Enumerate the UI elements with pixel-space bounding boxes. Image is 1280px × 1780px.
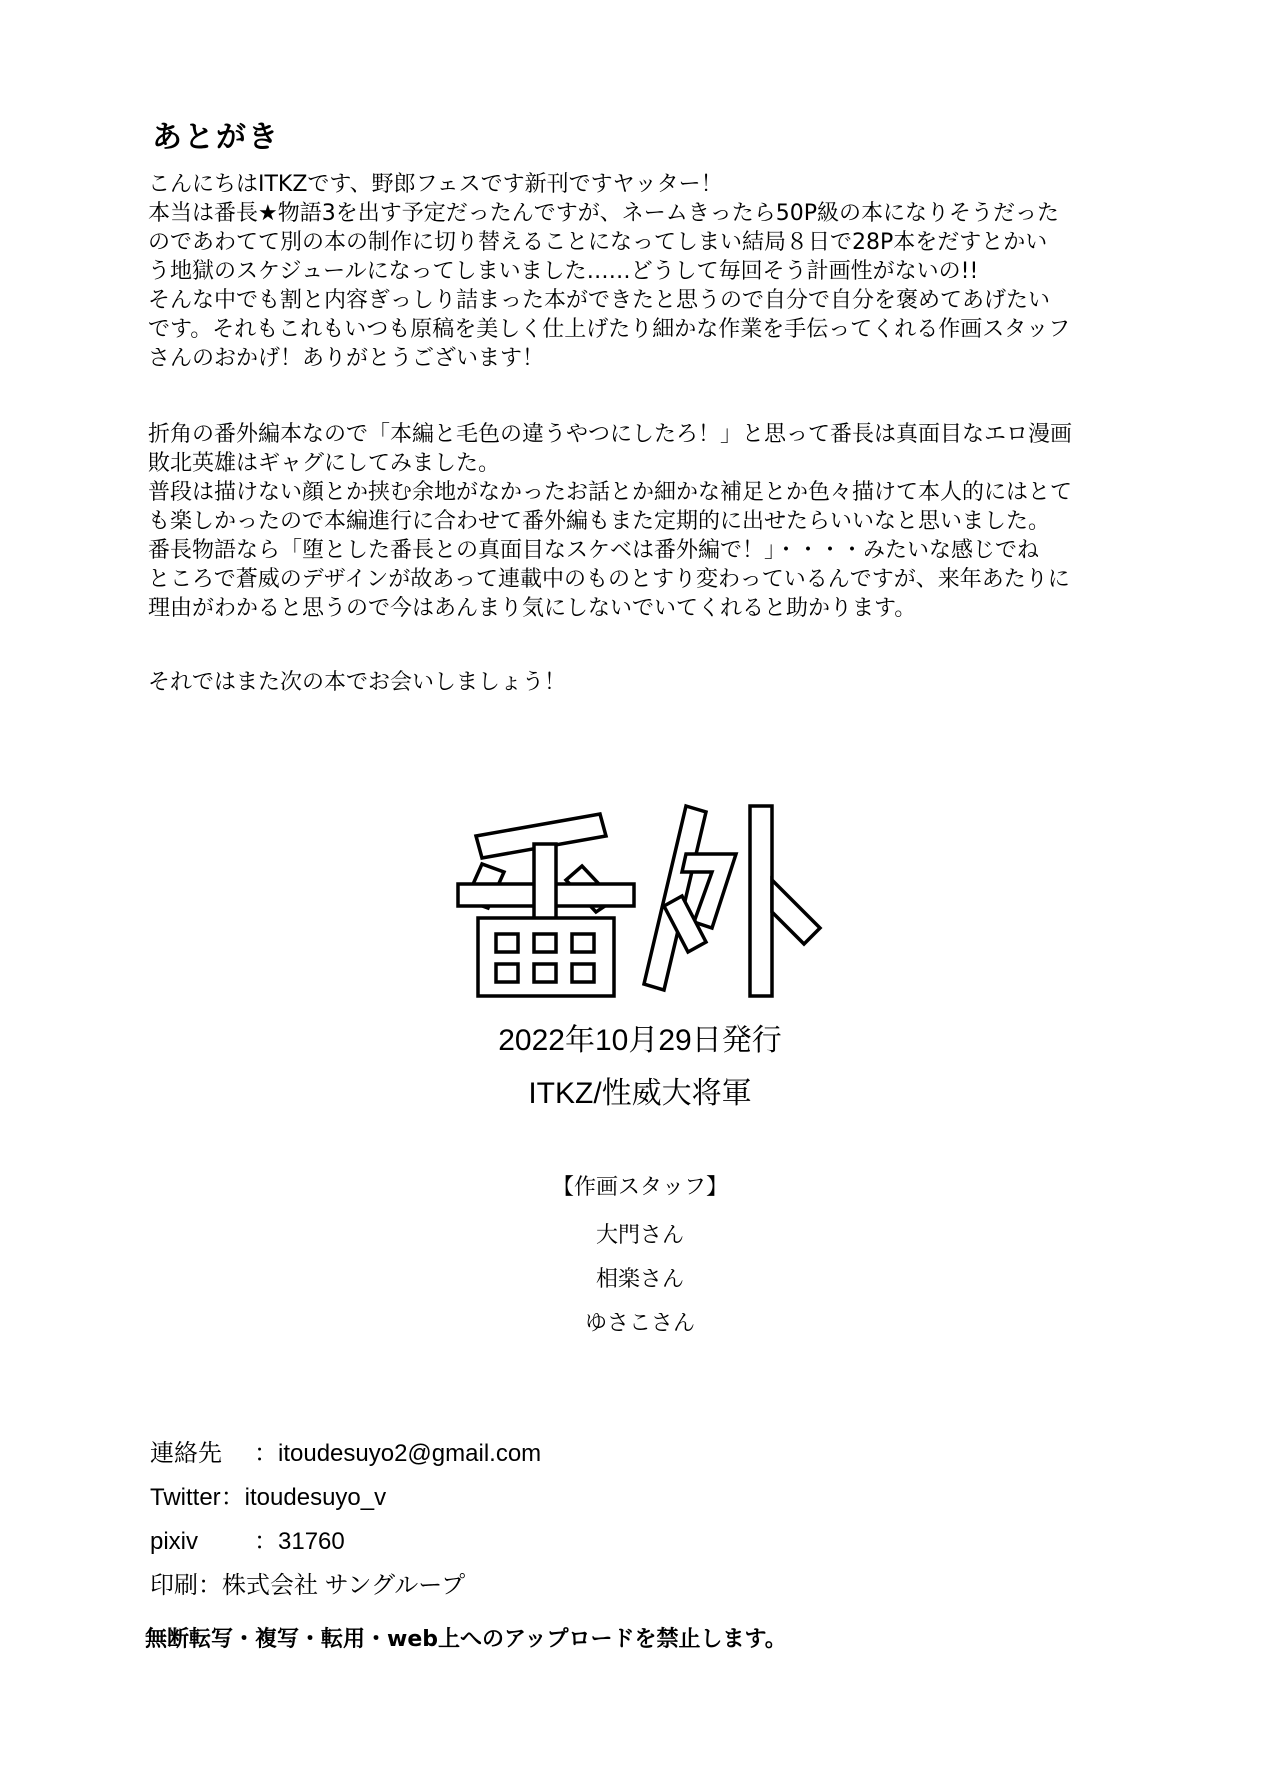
contact-printer-value: ：株式会社 サングループ	[198, 1572, 466, 1599]
title-logo-graphic	[450, 800, 840, 1000]
publication-date: 2022年10月29日発行	[498, 1024, 782, 1057]
staff-member: 相楽さん	[595, 1266, 684, 1291]
contact-email-value: ：itoudesuyo2@gmail.com	[254, 1440, 542, 1467]
contact-twitter	[150, 1476, 541, 1520]
copyright-notice: 無断転写・複写・転用・web上へのアップロードを禁止します。	[145, 1627, 787, 1652]
afterword-closing	[148, 668, 1148, 697]
text-line: も楽しかったので本編進行に合わせて番外編もまた定期的に出せたらいいなと思いました。	[148, 509, 1051, 534]
afterword-heading: あとがき	[152, 120, 280, 155]
text-line: そんな中でも割と内容ぎっしり詰まった本ができたと思うので自分で自分を褒めてあげたい	[148, 288, 1051, 313]
contact-info	[150, 1432, 541, 1608]
contact-pixiv	[150, 1520, 541, 1564]
contact-email-label: 連絡先	[150, 1440, 222, 1467]
staff-list	[0, 1213, 1280, 1345]
contact-email	[150, 1432, 541, 1476]
contact-twitter-label: Twitter	[150, 1484, 221, 1511]
contact-pixiv-label: pixiv	[150, 1528, 199, 1555]
contact-pixiv-value: ：31760	[254, 1528, 345, 1555]
text-line: 理由がわかると思うので今はあんまり気にしないでいてくれると助かります。	[148, 596, 917, 621]
text-line: 敗北英雄はギャグにしてみました。	[148, 451, 501, 476]
text-line: 番長物語なら「堕とした番長との真面目なスケベは番外編で！」・・・・みたいな感じでね	[148, 538, 1040, 563]
text-line: う地獄のスケジュールになってしまいました……どうして毎回そう計画性がないの!!	[148, 259, 979, 284]
afterword-paragraph-1	[148, 170, 1148, 373]
text-line: です。それもこれもいつも原稿を美しく仕上げたり細かな作業を手伝ってくれる作画スタッフ	[148, 317, 1071, 342]
text-line: それではまた次の本でお会いしましょう！	[148, 670, 567, 695]
text-line: さんのおかげ！ありがとうございます！	[148, 346, 545, 371]
title-logo	[450, 800, 840, 1000]
text-line: ところで蒼威のデザインが故あって連載中のものとすり変わっているんですが、来年あたりに	[148, 567, 1070, 592]
staff-member: ゆさこさん	[584, 1310, 695, 1335]
contact-twitter-value: ：itoudesuyo_v	[220, 1484, 387, 1511]
staff-heading: 【作画スタッフ】	[551, 1174, 728, 1199]
contact-printer	[150, 1564, 541, 1608]
publication-author: ITKZ/性威大将軍	[528, 1077, 752, 1110]
text-line: こんにちはITKZです、野郎フェスです新刊ですヤッター！	[148, 172, 723, 197]
text-line: 普段は描けない顔とか挟む余地がなかったお話とか細かな補足とか色々描けて本人的にはとて	[148, 480, 1073, 505]
afterword-paragraph-2	[148, 420, 1148, 623]
contact-printer-label: 印刷	[150, 1572, 198, 1599]
text-line: 本当は番長★物語3を出す予定だったんですが、ネームきったら50P級の本になりそうだった	[148, 201, 1059, 226]
text-line: のであわてて別の本の制作に切り替えることになってしまい結局８日で28P本をだすとかい	[148, 230, 1048, 255]
staff-member: 大門さん	[595, 1222, 684, 1247]
text-line: 折角の番外編本なので「本編と毛色の違うやつにしたろ！」と思って番長は真面目なエロ漫画	[148, 422, 1073, 447]
